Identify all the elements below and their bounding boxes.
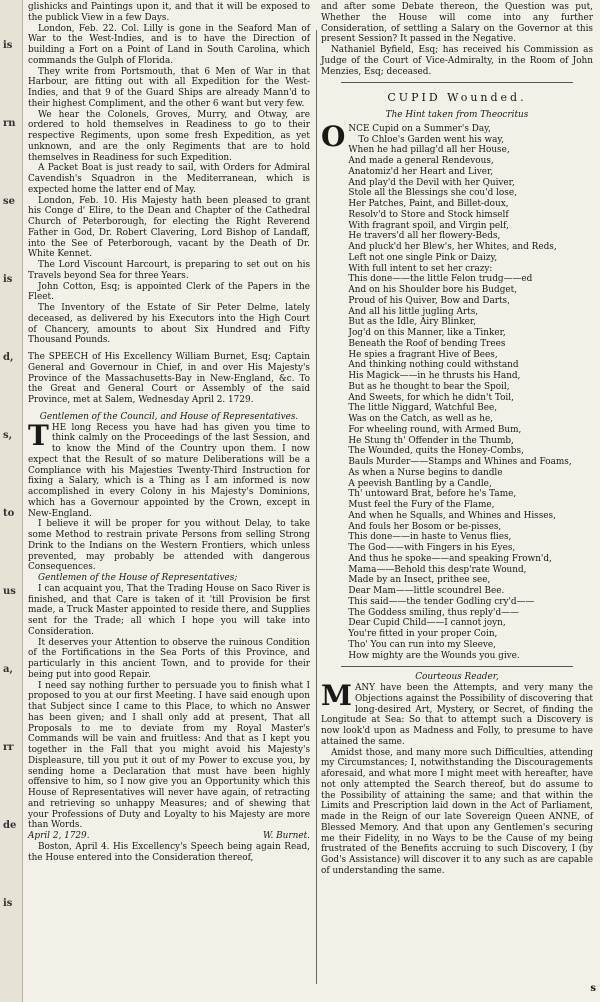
left-top-continuation: glishicks and Paintings upon it, and that it will be exposed to the publick View in a few Days. <box>28 2 310 23</box>
closing-paragraph: Boston, April 4. His Excellency's Speech being again Read, the House entered into the Consideration thereof, <box>28 841 310 863</box>
poem-line: His Magick——in he thrusts his Hand, <box>348 371 521 381</box>
poem-line: When he had pillag'd all her House, <box>348 145 510 156</box>
poem-line: This said——the tender Godling cry'd—— <box>348 596 535 607</box>
news-item-lilly: London, Feb. 22. Col. Lilly is gone in the Seaford Man of War to the West-Indies, and is to have the Direction of building a Fort on a Point of Land in South Carolina, which commands the Gulph of Florida. <box>28 23 310 66</box>
margin-fragment: is <box>3 274 13 285</box>
margin-fragment: a, <box>3 664 13 675</box>
poem-line: Tho' You can run into my Sleeve, <box>348 639 496 650</box>
poem-line: Bauls Murder——Stamps and Whines and Foams, <box>348 457 572 467</box>
poem-line: And play'd the Devil with her Quiver, <box>348 177 515 188</box>
news-item-packet-boat: A Packet Boat is just ready to sail, with Orders for Admiral Cavendish's Squadron in the Mediterranean, which is expected home the latter end of May. <box>28 163 310 195</box>
news-item-byfield: Nathaniel Byfield, Esq; has received his Commission as Judge of the Court of Vice-Admiralty, in the Room of John Menzies, Esq; deceased. <box>321 45 593 77</box>
poem-line: Stole all the Blessings she cou'd lose, <box>348 188 517 199</box>
poem-line: Beneath the Roof of bending Trees <box>348 338 506 349</box>
poem-line: And when he Squalls, and Whines and Hisses, <box>348 510 556 521</box>
poem-title: CUPID Wounded. <box>387 91 527 105</box>
poem-line: The little Niggard, Watchful Bee, <box>348 403 498 414</box>
poem-line: And thinking nothing could withstand <box>348 360 519 371</box>
speech-paragraph-4: It deserves your Attention to observe the ruinous Condition of the Fortifications in the Sea Ports of this Province, and particularly in this ancient Town, and to provide for their being put into good Repair. <box>28 637 310 680</box>
poem-line: To Chloe's Garden went his way, <box>358 134 505 145</box>
essay-paragraph-1 <box>321 679 593 748</box>
poem-line: And fouls her Bosom or be-pisses, <box>348 521 502 532</box>
poem-line: Her Patches, Paint, and Billet-doux, <box>348 199 509 209</box>
speech-paragraph-5: I need say nothing further to persuade you to finish what I proposed to you at our first Meeting. I have said enough upon that Subject since I came to this Place, to which no Answer has been given; and I shall only add at present, That all Proposals to me to deviate from my Royal Master's Commands will be vain and fruitless: And that as I kept you together in the Fall that you might avoid his Majesty's Displeasure, till you put it out of my Power to excuse you, by sending home a Declaration that must have been highly offensive to him, so I now give you an Opportunity which this House of Representatives will never have again, of retracting and retrieving so unhappy Measures; and of shewing that your Professions of Duty and Loyalty to his Majesty are more than Words. <box>28 680 310 831</box>
signature-date: April 2, 1729. <box>28 831 90 841</box>
salutation-council: Gentlemen of the Council, and House of Representatives. <box>39 411 299 422</box>
poem-line: Was on the Catch, as well as he, <box>348 414 494 424</box>
poem-line: You're fitted in your proper Coin, <box>348 629 498 639</box>
essay-paragraph-2: Amidst those, and many more such Difficulties, attending my Circumstances; I, notwithstanding the Discouragements aforesaid, and what more I might meet with hereafter, have not only attempted the Search thereof, but do assume to the Possibility of attaining the same; and that within the Limits and Prescription laid down in the Act of Parliament, made in the Reign of our late Sovereign Queen ANNE, of Blessed Memory. And that upon any Gentlemen's securing me their Fidelity, in no Ways to be the Cause of my being frustrated of the Benefits accruing to such Discovery, I (by God's Assistance) will discover it to any such as are capable of understanding the same. <box>321 747 593 876</box>
essay-dropcap: M <box>321 679 352 712</box>
margin-fragment: se <box>3 196 15 207</box>
margin-fragment: de <box>3 820 17 831</box>
poem-line: And thus he spoke——and speaking Frown'd, <box>348 553 552 564</box>
margin-fragment: rr <box>3 742 14 753</box>
news-item-portsmouth: They write from Portsmouth, that 6 Men of War in that Harbour, are fitting out with all Expedition for the West-Indies, and that 9 of the Guard Ships are already Mann'd to their highest Compliment, and the other 6 want but very few. <box>28 66 310 109</box>
poem-line: He travers'd all her flowery-Beds, <box>348 231 501 242</box>
poem-line: Jog'd on this Manner, like a Tinker, <box>348 328 506 338</box>
poem-line: And on his Shoulder bore his Budget, <box>348 285 518 295</box>
poem-line: And Sweets, for which he didn't Toil, <box>348 392 514 403</box>
poem-line: Proud of his Quiver, Bow and Darts, <box>348 295 510 306</box>
news-item-peterborough: London, Feb. 10. His Majesty hath been pleased to grant his Conge d' Elire, to the Dean and Chapter of the Cathedral Church of Peterborough, for electing the Right Reverend Father in God, Dr. Robert Clavering, Lord Bishop of Landaff, into the See of Peterborough, vacant by the Death of Dr. White Kennet. <box>28 195 310 260</box>
poem-line: He Stung th' Offender in the Thumb, <box>348 435 514 446</box>
poem-line: And pluck'd her Blew's, her Whites, and Reds, <box>348 242 557 252</box>
salutation-house: Gentlemen of the House of Representatives; <box>38 573 238 583</box>
poem-line: As when a Nurse begins to dandle <box>348 467 503 478</box>
poem-line: With fragrant spoil, and Virgin pelf, <box>348 220 509 231</box>
poem-line: But as the Idle, Airy Blinker, <box>348 317 476 328</box>
poem <box>321 119 593 662</box>
margin-fragment: is <box>3 898 13 909</box>
speech-title: The SPEECH of His Excellency William Burnet, Esq; Captain General and Governour in Chief, in and over His Majesty's Province of the Massachusetts-Bay in New-England, &c. To the Great and General Court or Assembly of the said Province, met at Salem, Wednesday April 2. 1729. <box>28 352 310 405</box>
speech-signature <box>28 831 310 842</box>
poem-line: Mama——Behold this desp'rate Wound, <box>348 564 527 575</box>
poem-line: But as he thought to bear the Spoil, <box>348 381 510 392</box>
news-item-harcourt: The Lord Viscount Harcourt, is preparing to set out on his Travels beyond Sea for three Years. <box>28 260 310 281</box>
poem-line: The God——with Fingers in his Eyes, <box>348 543 516 553</box>
margin-fragment: s, <box>3 430 13 441</box>
poem-line: He spies a fragrant Hive of Bees, <box>348 349 498 360</box>
poem-line: The Goddess smiling, thus reply'd—— <box>348 607 519 618</box>
poem-line: And made a general Rendevous, <box>348 156 494 166</box>
courteous-reader: Courteous Reader, <box>415 672 499 683</box>
margin-fragment: us <box>3 586 16 597</box>
speech-dropcap: T <box>28 418 49 452</box>
poem-line: Resolv'd to Store and Stock himself <box>348 209 509 220</box>
speech-paragraph-1-text: HE long Recess you have had has given you time to think calmly on the Proceedings of the last Session, and to know the Mind of the Country upon them. I now expect that the Result of so mature Deliberations will be a Compliance with his Majesties Twenty-Third Instruction for fixing a Salary, which is a Thing as I am informed is now accomplished in every Colony in his Majesty's Dominions, which has a Governour appointed by the Crown, except in New-England. <box>28 422 310 519</box>
news-item-cotton: John Cotton, Esq; is appointed Clerk of the Papers in the Fleet. <box>28 281 310 303</box>
margin-fragment: to <box>3 508 15 519</box>
section-divider <box>341 82 573 83</box>
poem-line: Dear Mam——little scoundrel Bee. <box>348 586 505 596</box>
signature-name: W. Burnet. <box>262 831 310 841</box>
poem-line: This done——in haste to Venus flies, <box>348 532 512 543</box>
speech-paragraph-2: I believe it will be proper for you without Delay, to take some Method to restrain private Persons from selling Strong Drink to the Indians on the Western Frontiers, which unless prevented, may probably be attended with dangerous Consequences. <box>28 519 310 573</box>
poem-line: Left not one single Pink or Daizy, <box>348 252 498 263</box>
margin-fragment: d, <box>3 352 14 363</box>
poem-line: With full intent to set her crazy: <box>348 263 493 274</box>
poem-subtitle: The Hint taken from Theocritus <box>385 110 529 120</box>
left-column <box>28 2 310 863</box>
poem-line: The Wounded, quits the Honey-Combs, <box>348 446 524 457</box>
poem-line: How mighty are the Wounds you give. <box>348 650 520 661</box>
margin-fragment: rn <box>3 118 16 129</box>
poem-line: Made by an Insect, prithee see, <box>348 575 491 586</box>
poem-dropcap: O <box>321 119 346 153</box>
poem-lines <box>348 124 593 662</box>
right-top-continuation: and after some Debate thereon, the Question was put, Whether the House will come into any further Consideration, of settling a Salary on the Governor at this present Session? It passed in the Negative. <box>321 2 593 45</box>
poem-line: Anatomiz'd her Heart and Liver, <box>348 166 494 177</box>
poem-line: Dear Cupid Child——I cannot joyn, <box>348 618 506 629</box>
speech-paragraph-3: I can acquaint you, That the Trading House on Saco River is finished, and that Care is taken of it 'till Provision be first made, a Truck Master appointed to reside there, and Supplies sent for the Trade; all which I hope you will take into Consideration. <box>28 583 310 637</box>
margin-fragment: is <box>3 40 13 51</box>
essay-paragraph-1-text: ANY have been the Attempts, and very many the Objections against the Possibility of discovering that long-desired Art, Mystery, or Secret, of finding the Longitude at Sea: So that to attempt such a Discovery is now look'd upon as Madness and Folly, to presume to have attained the same. <box>321 683 593 747</box>
poem-line: For wheeling round, with Armed Bum, <box>348 424 522 435</box>
poem-line: Th' untoward Brat, before he's Tame, <box>348 489 517 500</box>
section-divider-2 <box>341 666 573 667</box>
poem-line: NCE Cupid on a Summer's Day, <box>348 123 491 134</box>
corner-mark: s <box>590 983 596 994</box>
poem-line: A peevish Bantling by a Candle, <box>348 478 492 489</box>
speech-paragraph-1 <box>28 418 310 520</box>
poem-line: This done——the little Felon trudg——ed <box>348 274 533 285</box>
news-item-colonels: We hear the Colonels, Groves, Murry, and Otway, are ordered to hold themselves in Readiness to go to their respective Regiments, upon some fresh Expedition, as yet unknown, and are the only Regiments that are to hold themselves in Readiness for such Expedition. <box>28 109 310 163</box>
news-item-delme: The Inventory of the Estate of Sir Peter Delme, lately deceased, as delivered by his Executors into the High Court of Chancery, amounts to about Six Hundred and Fifty Thousand Pounds. <box>28 303 310 346</box>
poem-line: Must feel the Fury of the Flame, <box>348 500 495 510</box>
column-rule <box>316 30 317 984</box>
poem-line: And all his little jugling Arts, <box>348 306 479 317</box>
left-margin-strip <box>0 0 23 1002</box>
right-column <box>321 2 593 877</box>
